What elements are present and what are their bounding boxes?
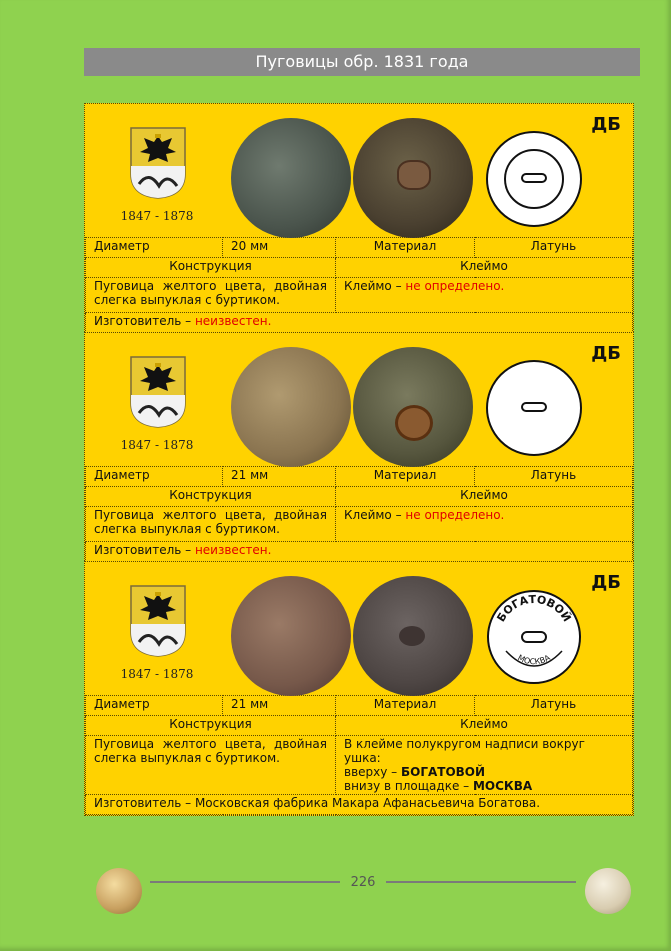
- mark-label: Клеймо: [336, 716, 633, 736]
- button-card-3: [84, 561, 634, 816]
- button-back-photo: [353, 118, 473, 238]
- years-label: 1847 - 1878: [120, 438, 194, 452]
- maker-text: Изготовитель – неизвестен.: [86, 313, 633, 333]
- material-value: Латунь: [475, 238, 633, 258]
- stamp-schema-icon: [486, 589, 582, 685]
- diameter-value: 21 мм: [223, 696, 336, 716]
- mark-value: не определено.: [405, 508, 505, 522]
- mark-line-2: вверху – БОГАТОВОЙ: [344, 765, 486, 779]
- button-card-2: [84, 332, 634, 563]
- construction-label: Конструкция: [86, 487, 336, 507]
- construction-label: Конструкция: [86, 258, 336, 278]
- stamp-bottom-text: МОСКВА: [516, 653, 552, 667]
- diameter-label: Диаметр: [86, 467, 223, 487]
- diameter-label: Диаметр: [86, 696, 223, 716]
- info-table: [85, 237, 633, 333]
- construction-schema-icon: [486, 360, 582, 456]
- construction-schema-icon: [486, 131, 582, 227]
- type-badge: ДБ: [591, 572, 621, 593]
- footer-divider-left: [150, 881, 340, 883]
- left-medal-icon: [96, 868, 142, 914]
- mark-text: [336, 736, 633, 795]
- maker-value: неизвестен.: [194, 543, 272, 557]
- maker-text: Изготовитель – Московская фабрика Макара Афанасьевича Богатова.: [86, 795, 633, 815]
- years-label: 1847 - 1878: [120, 209, 194, 223]
- button-card-1: [84, 103, 634, 334]
- type-badge: ДБ: [591, 343, 621, 364]
- mark-line-1: В клейме полукругом надписи вокруг ушка:: [344, 737, 585, 765]
- page-number: 226: [350, 875, 376, 890]
- maker-text: Изготовитель – неизвестен.: [86, 542, 633, 562]
- construction-text: Пуговица желтого цвета, двойная слегка выпуклая с буртиком.: [86, 736, 336, 795]
- material-value: Латунь: [475, 696, 633, 716]
- page-title: Пуговицы обр. 1831 года: [84, 48, 640, 76]
- diameter-value: 21 мм: [223, 467, 336, 487]
- coat-of-arms-icon: [129, 584, 187, 658]
- info-table: [85, 695, 633, 815]
- stamp-top-text: БОГАТОВОЙ: [494, 592, 574, 625]
- mark-line-3: внизу в площадке – МОСКВА: [344, 779, 533, 793]
- shank-icon: [397, 160, 431, 190]
- construction-text: Пуговица желтого цвета, двойная слегка выпуклая с буртиком.: [86, 507, 336, 542]
- material-label: Материал: [336, 696, 475, 716]
- diameter-value: 20 мм: [223, 238, 336, 258]
- years-label: 1847 - 1878: [120, 667, 194, 681]
- coat-of-arms-icon: [129, 126, 187, 200]
- material-value: Латунь: [475, 467, 633, 487]
- button-back-photo: [353, 576, 473, 696]
- shank-icon: [399, 626, 425, 646]
- construction-label: Конструкция: [86, 716, 336, 736]
- info-table: [85, 466, 633, 562]
- coat-of-arms-icon: [129, 355, 187, 429]
- maker-value: неизвестен.: [194, 314, 272, 328]
- mark-label: Клеймо: [336, 258, 633, 278]
- button-front-photo: [231, 118, 351, 238]
- button-back-photo: [353, 347, 473, 467]
- mark-label: Клеймо: [336, 487, 633, 507]
- mark-text: Клеймо – не определено.: [336, 278, 633, 313]
- right-medal-icon: [585, 868, 631, 914]
- construction-text: Пуговица желтого цвета, двойная слегка выпуклая с буртиком.: [86, 278, 336, 313]
- material-label: Материал: [336, 238, 475, 258]
- footer-divider-right: [386, 881, 576, 883]
- mark-value: не определено.: [405, 279, 505, 293]
- button-front-photo: [231, 576, 351, 696]
- material-label: Материал: [336, 467, 475, 487]
- diameter-label: Диаметр: [86, 238, 223, 258]
- type-badge: ДБ: [591, 114, 621, 135]
- shank-icon: [395, 405, 433, 441]
- mark-text: Клеймо – не определено.: [336, 507, 633, 542]
- button-front-photo: [231, 347, 351, 467]
